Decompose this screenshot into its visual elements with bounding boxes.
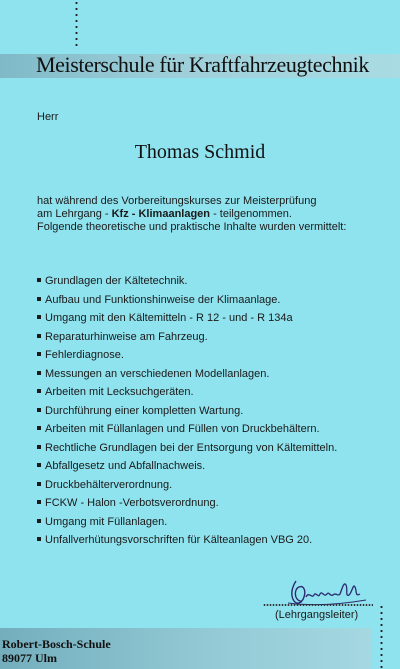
topic-item: Aufbau und Funktionshinweise der Klimaanlage. <box>37 291 397 310</box>
intro-line-2-prefix: am Lehrgang - <box>37 208 112 220</box>
footer-address <box>2 637 111 665</box>
topic-item: Messungen an verschiedenen Modellanlagen. <box>37 365 397 384</box>
topic-item: Umgang mit den Kältemitteln - R 12 - und - R 134a <box>37 309 397 328</box>
topic-item: Durchführung einer kompletten Wartung. <box>37 402 397 421</box>
footer-school-name: Robert-Bosch-Schule <box>2 637 111 651</box>
topic-item: Grundlagen der Kältetechnik. <box>37 272 397 291</box>
intro-line-2-suffix: - teilgenommen. <box>210 208 292 220</box>
topic-item: Reparaturhinweise am Fahrzeug. <box>37 328 397 347</box>
topic-item: Umgang mit Füllanlagen. <box>37 513 397 532</box>
intro-text <box>37 195 397 234</box>
topic-item: Unfallverhütungsvorschriften für Kälteanlagen VBG 20. <box>37 531 397 550</box>
signature-role: (Lehrgangsleiter) <box>275 609 359 621</box>
school-title: Meisterschule für Kraftfahrzeugtechnik <box>36 52 369 77</box>
topic-item: Fehlerdiagnose. <box>37 346 397 365</box>
topic-item: Druckbehälterverordnung. <box>37 476 397 495</box>
topic-item: Rechtliche Grundlagen bei der Entsorgung von Kältemitteln. <box>37 439 397 458</box>
decorative-dotted-line-top <box>75 0 78 48</box>
topic-item: FCKW - Halon -Verbotsverordnung. <box>37 494 397 513</box>
salutation: Herr <box>37 111 59 123</box>
footer-city: 89077 Ulm <box>2 651 57 665</box>
topic-item: Arbeiten mit Füllanlagen und Füllen von Druckbehältern. <box>37 420 397 439</box>
topic-item: Abfallgesetz und Abfallnachweis. <box>37 457 397 476</box>
decorative-dotted-line-right <box>380 604 383 669</box>
topic-item: Arbeiten mit Lecksuchgeräten. <box>37 383 397 402</box>
recipient-name: Thomas Schmid <box>134 141 266 163</box>
intro-line-2 <box>37 208 397 221</box>
topic-list <box>37 272 397 550</box>
intro-line-1: hat während des Vorbereitungskurses zur Meisterprüfung <box>37 195 317 207</box>
course-name: Kfz - Klimaanlagen <box>111 208 211 220</box>
signature-line <box>263 604 373 606</box>
intro-line-3: Folgende theoretische und praktische Inhalte wurden vermittelt: <box>37 221 347 233</box>
